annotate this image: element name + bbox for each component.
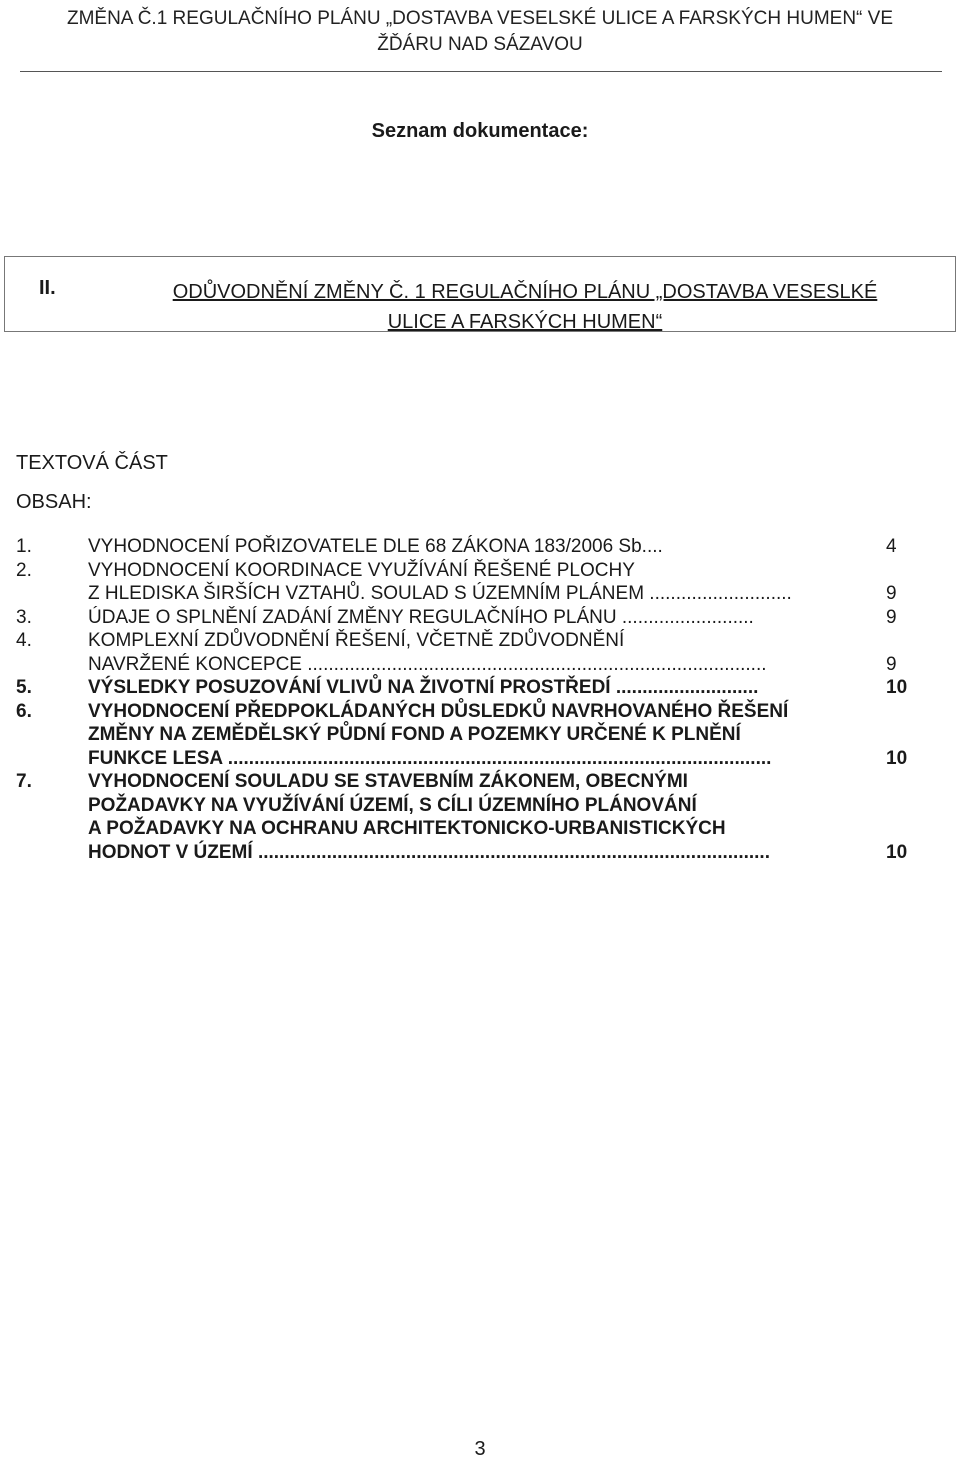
toc-item-number: 6. bbox=[16, 700, 32, 722]
toc-item-line: VYHODNOCENÍ PŘEDPOKLÁDANÝCH DŮSLEDKŮ NAVRHOVANÉHO ŘEŠENÍ bbox=[88, 700, 789, 722]
toc-item-page: 10 bbox=[886, 747, 908, 769]
toc-item-number: 1. bbox=[16, 536, 32, 557]
toc-item-number: 2. bbox=[16, 559, 32, 581]
toc-item-line: VÝSLEDKY POSUZOVÁNÍ VLIVŮ NA ŽIVOTNÍ PROSTŘEDÍ ........................... bbox=[88, 677, 759, 698]
toc-item-line: VYHODNOCENÍ SOULADU SE STAVEBNÍM ZÁKONEM, OBECNÝMI bbox=[88, 771, 688, 792]
toc-item-line: KOMPLEXNÍ ZDŮVODNĚNÍ ŘEŠENÍ, VČETNĚ ZDŮVODNĚNÍ bbox=[88, 630, 625, 651]
toc-item bbox=[16, 559, 916, 606]
toc-item bbox=[16, 535, 916, 559]
header-line-1: ZMĚNA Č.1 REGULAČNÍHO PLÁNU „DOSTAVBA VESELSKÉ ULICE A FARSKÝCH HUMEN“ VE bbox=[66, 8, 893, 29]
toc-item-number: 4. bbox=[16, 630, 32, 651]
part-label: TEXTOVÁ ČÁST bbox=[16, 452, 168, 474]
toc-item-text bbox=[88, 559, 848, 606]
toc-item-page: 4 bbox=[886, 536, 897, 557]
header-line-2: ŽĎÁRU NAD SÁZAVOU bbox=[377, 34, 583, 55]
toc-item-line: A POŽADAVKY NA OCHRANU ARCHITEKTONICKO-URBANISTICKÝCH bbox=[88, 818, 726, 839]
section-title bbox=[115, 277, 935, 337]
toc-item-line: ÚDAJE O SPLNĚNÍ ZADÁNÍ ZMĚNY REGULAČNÍHO PLÁNU ......................... bbox=[88, 606, 754, 628]
toc-item-number: 5. bbox=[16, 677, 32, 698]
toc-item-page: 9 bbox=[886, 606, 897, 628]
toc-item-page: 10 bbox=[886, 841, 908, 863]
section-number: II. bbox=[39, 277, 56, 299]
toc-item bbox=[16, 606, 916, 630]
toc-item-text bbox=[88, 700, 848, 771]
toc-item-text bbox=[88, 535, 848, 559]
toc-item-text bbox=[88, 606, 848, 630]
document-header bbox=[20, 6, 940, 58]
toc-item-line: ZMĚNY NA ZEMĚDĚLSKÝ PŮDNÍ FOND A POZEMKY URČENÉ K PLNĚNÍ bbox=[88, 724, 741, 745]
documentation-list-title: Seznam dokumentace: bbox=[371, 120, 589, 142]
toc-item-line: POŽADAVKY NA VYUŽÍVÁNÍ ÚZEMÍ, S CÍLI ÚZEMNÍHO PLÁNOVÁNÍ bbox=[88, 794, 697, 816]
section-title-line-2: ULICE A FARSKÝCH HUMEN“ bbox=[387, 311, 663, 333]
toc-item-line: FUNKCE LESA ....................................................................................................... bbox=[88, 747, 772, 769]
toc-item-page: 9 bbox=[886, 583, 897, 604]
toc-item bbox=[16, 629, 916, 676]
toc-item-number: 7. bbox=[16, 771, 32, 792]
toc-item-page: 10 bbox=[886, 677, 908, 698]
table-of-contents bbox=[16, 535, 916, 864]
contents-label: OBSAH: bbox=[16, 491, 92, 513]
toc-item-line: VYHODNOCENÍ POŘIZOVATELE DLE 68 ZÁKONA 183/2006 Sb.... bbox=[88, 536, 663, 557]
toc-item-number: 3. bbox=[16, 606, 32, 628]
toc-item-line: VYHODNOCENÍ KOORDINACE VYUŽÍVÁNÍ ŘEŠENÉ PLOCHY bbox=[88, 559, 635, 581]
toc-item-line: NAVRŽENÉ KONCEPCE ....................................................................................... bbox=[88, 653, 767, 675]
section-heading-box bbox=[4, 256, 956, 332]
toc-item bbox=[16, 770, 916, 864]
section-title-line-1: ODŮVODNĚNÍ ZMĚNY Č. 1 REGULAČNÍHO PLÁNU „DOSTAVBA VESESLKÉ bbox=[172, 281, 878, 303]
toc-item-text bbox=[88, 770, 848, 864]
toc-item bbox=[16, 676, 916, 700]
page-number: 3 bbox=[474, 1438, 486, 1460]
header-rule bbox=[20, 71, 942, 72]
toc-item-text bbox=[88, 629, 848, 676]
toc-item-line: HODNOT V ÚZEMÍ ................................................................................................. bbox=[88, 841, 770, 863]
toc-item-text bbox=[88, 676, 848, 700]
toc-item-page: 9 bbox=[886, 653, 897, 675]
toc-item-line: Z HLEDISKA ŠIRŠÍCH VZTAHŮ. SOULAD S ÚZEMNÍM PLÁNEM ........................... bbox=[88, 583, 792, 604]
toc-item bbox=[16, 700, 916, 771]
